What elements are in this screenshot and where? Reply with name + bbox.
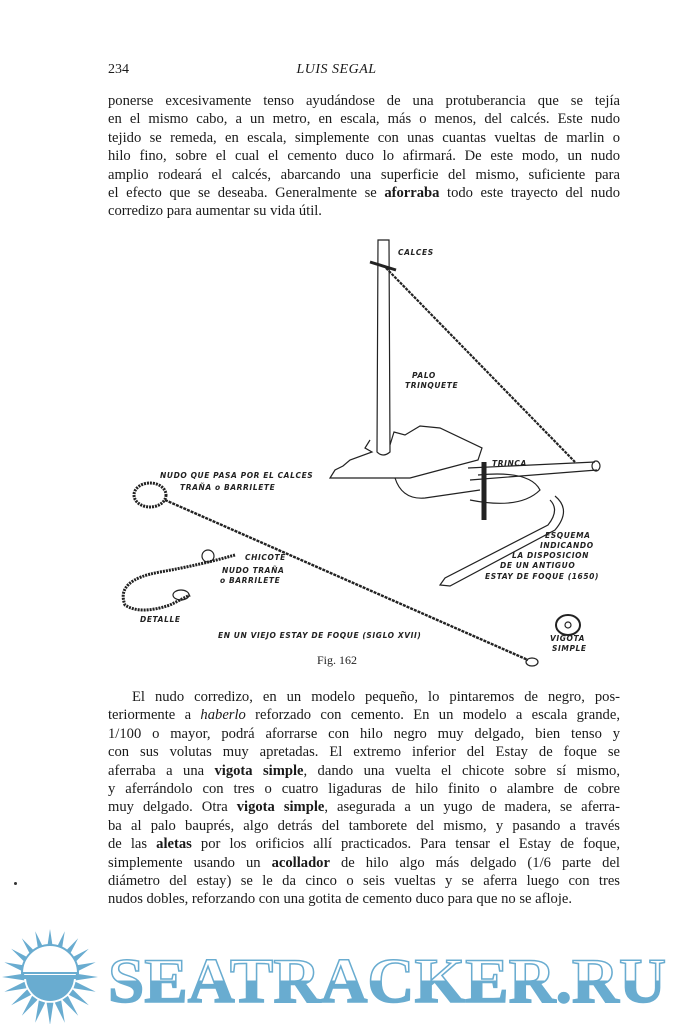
- text-line: [108, 184, 620, 202]
- running-head: LUIS SEGAL: [296, 62, 377, 77]
- text-line: [108, 890, 620, 908]
- bold-term: aforraba: [384, 184, 440, 201]
- foremast: [377, 240, 390, 455]
- gammoning: [470, 474, 540, 503]
- detail-knot: [202, 550, 214, 562]
- text-segment: con sus volutas muy apretadas. El extremo inferior del Estay de foque se: [108, 744, 620, 761]
- sun-ray: [47, 1003, 54, 1024]
- label-trinca: TRINCA: [492, 459, 527, 468]
- text-line: [108, 743, 620, 761]
- label-nudo-trana-2: o BARRILETE: [220, 576, 281, 585]
- label-viejo-estay: EN UN VIEJO ESTAY DE FOQUE (SIGLO XVII): [218, 631, 422, 640]
- text-segment: diámetro del estay) se le da cinco o seis vueltas y se aferra luego con tres: [108, 872, 620, 889]
- figure-caption: Fig. 162: [316, 653, 358, 667]
- sun-ray: [11, 989, 31, 1005]
- page-number: 234: [108, 62, 129, 77]
- text-segment: todo este trayecto del nudo: [439, 184, 620, 201]
- text-line: [108, 780, 620, 798]
- paragraph-1: [108, 92, 620, 221]
- label-palo: PALO: [412, 371, 436, 380]
- text-segment: nudos dobles, reforzando con una gotita de cemento duco para que no se afloje.: [108, 891, 572, 908]
- text-segment: de hilo algo más delgado (1/6 parte del: [329, 854, 620, 871]
- sun-logo-icon: [2, 929, 98, 1024]
- text-line: [108, 854, 620, 872]
- label-vigota-1: VIGOTA: [550, 634, 586, 643]
- text-segment: haberlo: [200, 707, 246, 724]
- watermark-text: SEATRACKER.RU: [108, 945, 666, 1016]
- text-segment: muy delgado. Otra: [108, 799, 237, 816]
- text-line: [108, 688, 620, 706]
- detail-rope: [123, 555, 235, 610]
- label-trinquete: TRINQUETE: [405, 381, 459, 390]
- seatracker-watermark: [0, 925, 673, 1024]
- sun-ray: [55, 1001, 65, 1023]
- hull-bow: [395, 478, 480, 498]
- text-line: [108, 110, 620, 128]
- text-segment: en el mismo cabo, a un metro, en escala, más o menos, del calcés. Este nudo: [108, 111, 620, 128]
- scan-speck: [14, 882, 17, 885]
- text-line: [108, 725, 620, 743]
- text-segment: amplio rodeará el calcés, abarcando una superficie del mismo, suficiente para: [108, 166, 620, 183]
- text-line: [108, 798, 620, 816]
- text-segment: teriormente a: [108, 707, 201, 724]
- text-segment: reforzado con cemento. En un modelo a escala grande,: [245, 707, 620, 724]
- text-segment: ponerse excesivamente tenso ayudándose de una protuberancia que se tejía: [108, 93, 620, 109]
- label-nudo-calces: NUDO QUE PASA POR EL CALCES: [160, 471, 314, 480]
- rigging-drawing: [123, 240, 600, 666]
- label-nudo-trana-1: NUDO TRAÑA: [222, 566, 285, 575]
- bold-term: vigota simple: [236, 799, 325, 816]
- text-segment: El nudo corredizo, en un modelo pequeño, lo pintaremos de negro, pos-: [132, 689, 620, 705]
- paragraph-2: [108, 688, 620, 909]
- label-esquema-2: INDICANDO: [540, 541, 594, 550]
- text-line: [108, 762, 620, 780]
- label-trana: TRAÑA o BARRILETE: [180, 483, 276, 492]
- bold-term: aletas: [156, 836, 192, 853]
- text-line: [108, 166, 620, 184]
- stay-deadeye: [526, 658, 538, 666]
- text-line: [108, 202, 620, 220]
- bold-term: acollador: [271, 854, 330, 871]
- text-line: [108, 835, 620, 853]
- text-segment: , dando una vuelta el chicote sobre sí mismo,: [303, 762, 621, 779]
- text-segment: y aferrándolo con tres o cuatro ligaduras de hilo finito o alambre de cobre: [108, 780, 620, 797]
- bold-term: vigota simple: [214, 762, 304, 779]
- text-line: [108, 817, 620, 835]
- text-segment: hilo fino, sobre el cual el cemento duco lo afirmará. De este modo, un nudo: [108, 148, 620, 165]
- calces-knot: [370, 262, 396, 270]
- sun-ray: [69, 989, 89, 1005]
- figure-162: [0, 230, 673, 670]
- vigota-simple: [556, 615, 580, 635]
- text-segment: ba al palo bauprés, algo detrás del tamborete del mismo, y pasando a través: [108, 817, 620, 834]
- text-line: [108, 129, 620, 147]
- text-segment: 1/100 o mayor, podrá aforrarse con hilo negro muy delgado, bien tenso y: [108, 725, 620, 742]
- text-segment: tejido se remeda, en escala, simplemente con unas cuantas vueltas de marlin o: [108, 129, 620, 146]
- label-chicote: CHICOTE: [245, 553, 286, 562]
- sun-ray: [4, 982, 26, 992]
- text-segment: el efecto que se deseaba. Generalmente se: [108, 184, 385, 201]
- sun-ray: [62, 996, 78, 1016]
- label-detalle: DETALLE: [140, 615, 181, 624]
- text-segment: , asegurada a un yugo de madera, se aferra-: [324, 799, 620, 816]
- text-segment: por los orificios allí practicados. Para tensar el Estay de foque,: [191, 836, 620, 853]
- sun-ray: [35, 1001, 45, 1023]
- rope-eye: [134, 483, 166, 507]
- label-esquema-5: ESTAY DE FOQUE (1650): [485, 572, 600, 581]
- bowsprit: [468, 462, 597, 480]
- text-line: [108, 92, 620, 110]
- hull-outline: [330, 426, 482, 478]
- label-esquema-1: ESQUEMA: [545, 531, 591, 540]
- label-calces: CALCES: [398, 248, 434, 257]
- text-line: [108, 872, 620, 890]
- label-esquema-3: LA DISPOSICION: [512, 551, 590, 560]
- text-segment: simplemente usando un: [108, 854, 272, 871]
- sun-ray: [22, 996, 38, 1016]
- text-segment: de las: [108, 836, 157, 853]
- sun-ray: [74, 982, 96, 992]
- text-line: [108, 706, 620, 724]
- text-line: [108, 147, 620, 165]
- forestay: [386, 268, 575, 462]
- vigota-hole: [565, 622, 571, 628]
- label-vigota-2: SIMPLE: [552, 644, 587, 653]
- text-segment: corredizo para aumentar su vida útil.: [108, 203, 322, 220]
- label-esquema-4: DE UN ANTIGUO: [500, 561, 576, 570]
- text-segment: aferraba a una: [108, 762, 215, 779]
